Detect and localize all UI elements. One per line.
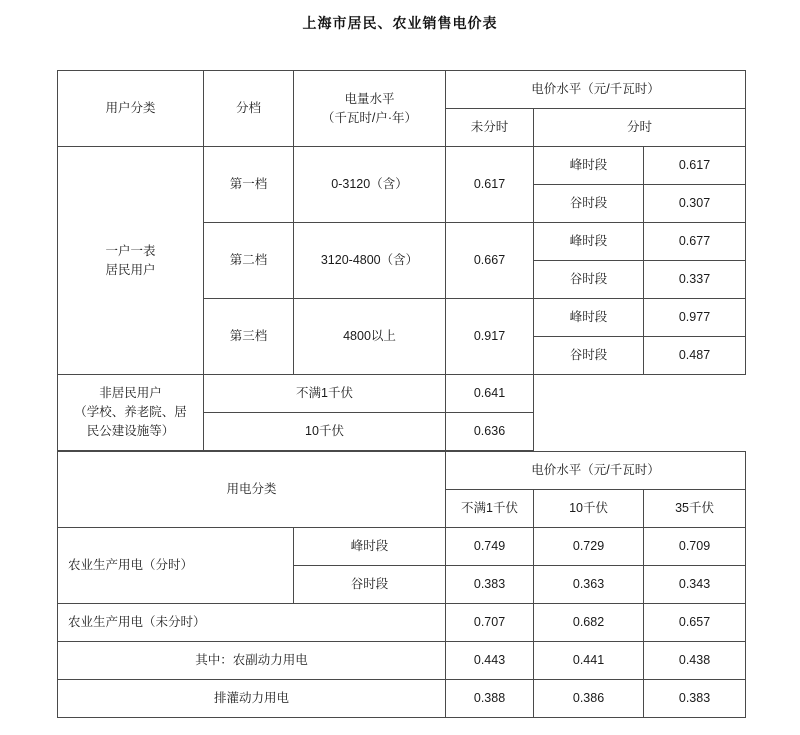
tier-non-time-price: 0.667 <box>446 223 534 299</box>
row-label-non-resident <box>58 375 204 451</box>
period-price: 0.487 <box>644 337 746 375</box>
voltage-level: 不满1千伏 <box>204 375 446 413</box>
usage-name: 农业生产用电（未分时） <box>58 604 446 642</box>
price-v2: 0.682 <box>534 604 644 642</box>
header-voltage-1: 不满1千伏 <box>446 490 534 528</box>
price-v1: 0.388 <box>446 680 534 718</box>
tier-name: 第二档 <box>204 223 294 299</box>
period-price: 0.617 <box>644 147 746 185</box>
period-name: 峰时段 <box>294 528 446 566</box>
header-non-time: 未分时 <box>446 109 534 147</box>
period-name: 峰时段 <box>534 147 644 185</box>
price-v3: 0.343 <box>644 566 746 604</box>
price-v3: 0.709 <box>644 528 746 566</box>
period-name: 峰时段 <box>534 299 644 337</box>
period-name: 谷时段 <box>294 566 446 604</box>
table-row <box>58 604 746 642</box>
header-user-category: 用户分类 <box>58 71 204 147</box>
agriculture-price-table <box>57 451 746 718</box>
header-usage-level-line1: 电量水平 <box>344 91 395 106</box>
price-v1: 0.749 <box>446 528 534 566</box>
header-voltage-3: 35千伏 <box>644 490 746 528</box>
resident-label-line2: 居民用户 <box>105 262 156 277</box>
table-header-row <box>58 71 746 109</box>
tier-non-time-price: 0.617 <box>446 147 534 223</box>
period-price: 0.677 <box>644 223 746 261</box>
period-name: 峰时段 <box>534 223 644 261</box>
tier-name: 第三档 <box>204 299 294 375</box>
usage-name: 农业生产用电（分时） <box>58 528 294 604</box>
voltage-level: 10千伏 <box>204 413 446 451</box>
table-row <box>58 528 746 566</box>
price-v3: 0.438 <box>644 642 746 680</box>
empty-cell <box>534 413 746 451</box>
table-row <box>58 642 746 680</box>
header-tier: 分档 <box>204 71 294 147</box>
period-name: 谷时段 <box>534 337 644 375</box>
tier-usage: 4800以上 <box>294 299 446 375</box>
usage-name: 其中：农副动力用电 <box>58 642 446 680</box>
period-name: 谷时段 <box>534 261 644 299</box>
price-v3: 0.657 <box>644 604 746 642</box>
non-resident-label-line3: 民公建设施等） <box>86 423 175 438</box>
header-price-level: 电价水平（元/千瓦时） <box>446 452 746 490</box>
period-price: 0.977 <box>644 299 746 337</box>
period-price: 0.307 <box>644 185 746 223</box>
non-resident-label-line1: 非居民用户 <box>99 386 162 401</box>
tier-non-time-price: 0.917 <box>446 299 534 375</box>
price-v1: 0.383 <box>446 566 534 604</box>
price-v1: 0.707 <box>446 604 534 642</box>
price-v2: 0.441 <box>534 642 644 680</box>
resident-label-line1: 一户一表 <box>105 243 156 258</box>
residential-price-table <box>57 70 746 451</box>
table-header-row <box>58 452 746 490</box>
price-v2: 0.386 <box>534 680 644 718</box>
header-usage-category: 用电分类 <box>58 452 446 528</box>
tier-usage: 3120-4800（含） <box>294 223 446 299</box>
price-v2: 0.729 <box>534 528 644 566</box>
tier-usage: 0-3120（含） <box>294 147 446 223</box>
usage-name: 排灌动力用电 <box>58 680 446 718</box>
non-resident-label-line2: （学校、养老院、居 <box>74 405 187 420</box>
row-label-resident <box>58 147 204 375</box>
table-row <box>58 375 746 413</box>
header-price-level: 电价水平（元/千瓦时） <box>446 71 746 109</box>
price-v1: 0.443 <box>446 642 534 680</box>
table-row <box>58 147 746 185</box>
price-v3: 0.383 <box>644 680 746 718</box>
empty-cell <box>534 375 746 413</box>
page-title: 上海市居民、农业销售电价表 <box>302 15 498 31</box>
voltage-price: 0.636 <box>446 413 534 451</box>
table-row <box>58 680 746 718</box>
tier-name: 第一档 <box>204 147 294 223</box>
header-usage-level <box>294 71 446 147</box>
header-voltage-2: 10千伏 <box>534 490 644 528</box>
voltage-price: 0.641 <box>446 375 534 413</box>
period-price: 0.337 <box>644 261 746 299</box>
period-name: 谷时段 <box>534 185 644 223</box>
header-time-of-use: 分时 <box>534 109 746 147</box>
price-tables <box>57 70 745 718</box>
price-v2: 0.363 <box>534 566 644 604</box>
header-usage-level-line2: （千瓦时/户·年） <box>321 110 418 125</box>
